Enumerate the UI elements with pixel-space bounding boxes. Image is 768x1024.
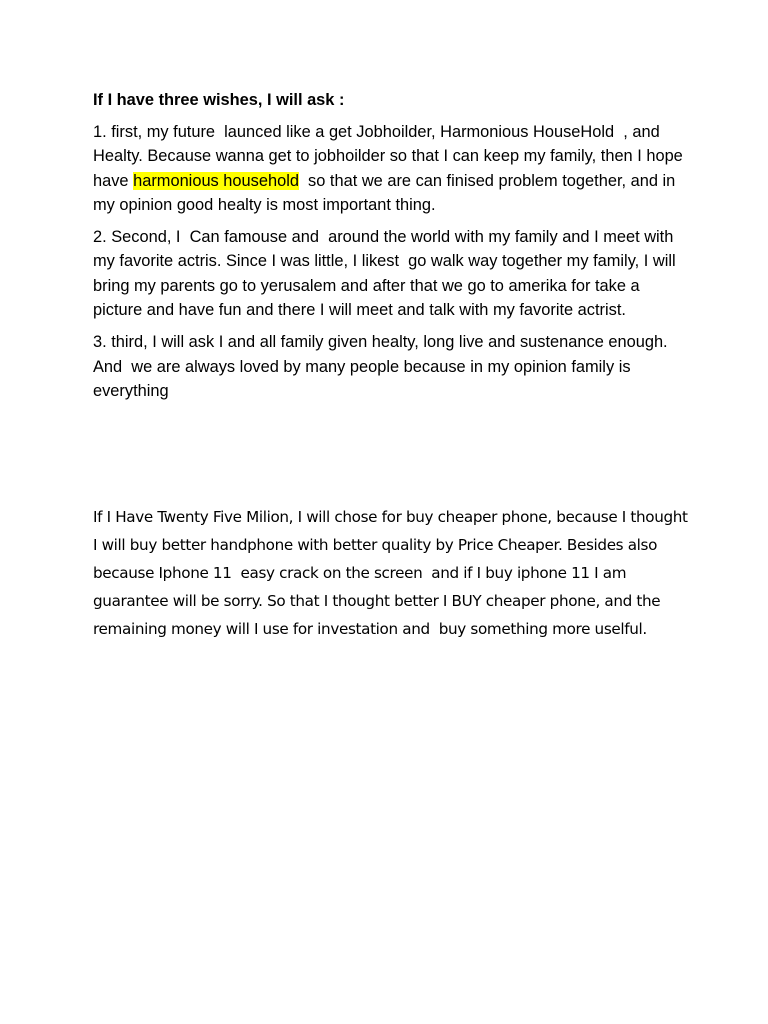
twenty-five-million-paragraph: If I Have Twenty Five Milion, I will chose for buy cheaper phone, because I thought I will buy better handphone with better quality by Price Cheaper. Besides also because Iphone 11 easy crack on the screen and if I buy iphone 11 I am guarantee will be sorry. So that I thought better I BUY cheaper phone, and the remaining money will I use for investation and buy something more uselful. [93,508,693,638]
wishes-heading: If I have three wishes, I will ask : [93,91,345,109]
wish-1-text-end: so that we are can finised problem together, and in my opinion good healty is most important thing. [93,171,680,214]
wish-1-paragraph [93,120,688,217]
highlighted-phrase: harmonious household [133,171,299,190]
wish-1-text-start: 1. first, my future launced like a get Jobhoilder, Harmonious HouseHold , and Healty. Because wanna get to jobhoilder so that I can keep my family, then I hope have [93,123,688,190]
wish-2-paragraph: 2. Second, I Can famouse and around the world with my family and I meet with my favorite actris. Since I was little, I likest go walk way together my family, I will bring my parents go to yerusalem and after that we go to amerika for take a picture and have fun and there I will meet and talk with my favorite actrist. [93,228,681,320]
three-wishes-section [93,88,688,411]
wish-3-paragraph: 3. third, I will ask I and all family given healty, long live and sustenance enough. And we are always loved by many people because in my opinion family is everything [93,333,672,400]
